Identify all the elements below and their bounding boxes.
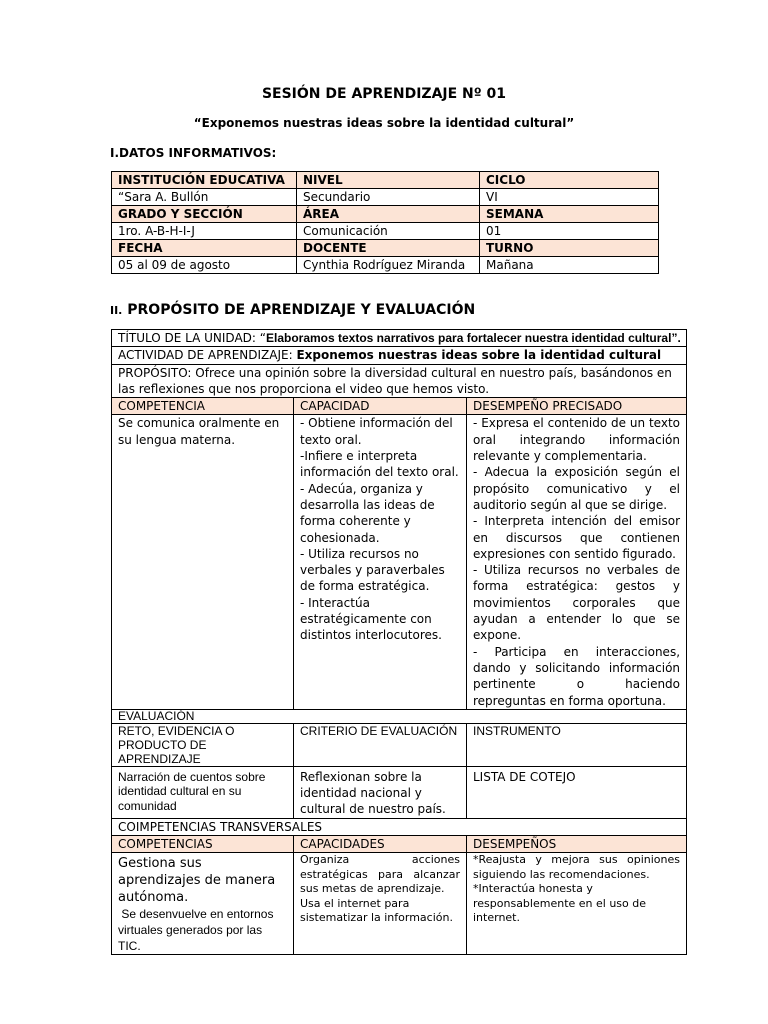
info-row: [112, 189, 659, 206]
transversal-title: COIMPETENCIAS TRANSVERSALES: [112, 818, 687, 835]
performances-cell: [467, 415, 687, 709]
document-title: SESIÓN DE APRENDIZAJE Nº 01: [261, 86, 507, 102]
capacity-item: - Adecúa, organiza y desarrolla las ideas de forma coherente y cohesionada.: [300, 481, 435, 545]
transversal-title-row: [112, 818, 687, 835]
performance-item: - Expresa el contenido de un texto oral integrando información relevante y complementaria.: [473, 416, 681, 464]
evaluation-header-cell: INSTRUMENTO: [467, 723, 687, 766]
info-row: [112, 257, 659, 274]
performance-item: - Participa en interacciones, dando y solicitando información pertinente o haciendo repreguntas en forma oportuna.: [473, 644, 681, 708]
transversal-header-row: [112, 836, 687, 853]
section-heading: PROPÓSITO DE APRENDIZAJE Y EVALUACIÓN: [127, 302, 476, 318]
info-header-cell: INSTITUCIÓN EDUCATIVA: [112, 172, 297, 189]
info-header-cell: NIVEL: [297, 172, 480, 189]
unit-title-value: Elaboramos textos narrativos para fortalecer nuestra identidad cultural”.: [265, 331, 681, 345]
info-cell: 05 al 09 de agosto: [112, 257, 297, 274]
transversal-competency: Gestiona sus aprendizajes de manera autónoma.: [118, 856, 276, 906]
transversal-capacity: Usa el internet para sistematizar la información.: [300, 896, 453, 925]
transversal-header-cell: DESEMPEÑOS: [467, 836, 687, 853]
info-header-cell: GRADO Y SECCIÓN: [112, 206, 297, 223]
unit-title-label: TÍTULO DE LA UNIDAD: “: [118, 331, 266, 345]
evaluation-header-cell: RETO, EVIDENCIA O PRODUCTO DE APRENDIZAJE: [112, 723, 294, 766]
section-number: II.: [110, 304, 123, 317]
unit-title-row: [112, 330, 687, 347]
info-table: [111, 171, 659, 274]
evaluation-title: EVALUACIÓN: [112, 709, 687, 723]
performance-item: - Interpreta intención del emisor en discursos que contienen expresiones con sentido figurado.: [473, 514, 681, 561]
info-cell: Comunicación: [297, 223, 480, 240]
info-row: [112, 223, 659, 240]
evaluation-row: [112, 766, 687, 818]
info-cell: Cynthia Rodríguez Miranda: [297, 257, 480, 274]
evaluation-header-cell: CRITERIO DE EVALUACIÓN: [294, 723, 467, 766]
info-header-cell: DOCENTE: [297, 240, 480, 257]
header-cell: CAPACIDAD: [294, 398, 467, 415]
purpose-evaluation-table: [111, 329, 687, 955]
transversal-performances-cell: [467, 853, 687, 955]
capacity-item: - Interactúa estratégicamente con distintos interlocutores.: [300, 595, 442, 643]
info-cell: Mañana: [480, 257, 659, 274]
info-header-row: [112, 172, 659, 189]
info-header-row: [112, 206, 659, 223]
capacity-item: - Utiliza recursos no verbales y paraverbales de forma estratégica.: [300, 546, 445, 594]
evaluation-title-row: [112, 709, 687, 723]
transversal-performance: *Interactúa honesta y responsablemente en el uso de internet.: [473, 882, 647, 925]
info-header-row: [112, 240, 659, 257]
activity-label: ACTIVIDAD DE APRENDIZAJE:: [118, 348, 297, 363]
capacities-cell: [294, 415, 467, 709]
competency-text: Se comunica oralmente en su lengua materna.: [112, 415, 294, 709]
transversal-row: [112, 853, 687, 955]
info-cell: VI: [480, 189, 659, 206]
competency-header-row: [112, 398, 687, 415]
instrument-text: LISTA DE COTEJO: [467, 766, 687, 818]
transversal-capacities-cell: [294, 853, 467, 955]
transversal-performance: *Reajusta y mejora sus opiniones siguiendo las recomendaciones.: [473, 853, 681, 881]
section-proposito: [110, 302, 475, 318]
activity-row: [112, 347, 687, 364]
transversal-header-cell: CAPACIDADES: [294, 836, 467, 853]
info-header-cell: FECHA: [112, 240, 297, 257]
performance-item: - Utiliza recursos no verbales de forma estratégica: gestos y movimientos corporales que ayudan a entender lo que se expone.: [473, 563, 681, 643]
transversal-competencies-cell: [112, 853, 294, 955]
info-cell: “Sara A. Bullón: [112, 189, 297, 206]
info-cell: 01: [480, 223, 659, 240]
info-header-cell: SEMANA: [480, 206, 659, 223]
info-header-cell: TURNO: [480, 240, 659, 257]
purpose-row: [112, 364, 687, 398]
evaluation-header-row: [112, 723, 687, 766]
info-cell: 1ro. A-B-H-I-J: [112, 223, 297, 240]
criterion-text: Reflexionan sobre la identidad nacional y cultural de nuestro país.: [294, 766, 467, 818]
competency-row: [112, 415, 687, 709]
transversal-capacity: Organiza acciones estratégicas para alcanzar sus metas de aprendizaje.: [300, 853, 460, 896]
purpose-text: PROPÓSITO: Ofrece una opinión sobre la diversidad cultural en nuestro país, basándonos en las reflexiones que nos proporciona el video que hemos visto.: [112, 364, 687, 398]
evidence-text: Narración de cuentos sobre identidad cultural en su comunidad: [112, 766, 294, 818]
header-cell: COMPETENCIA: [112, 398, 294, 415]
section-datos-informativos: I.DATOS INFORMATIVOS:: [110, 146, 277, 160]
info-header-cell: ÁREA: [297, 206, 480, 223]
capacity-item: -Infiere e interpreta información del texto oral.: [300, 449, 459, 480]
transversal-header-cell: COMPETENCIAS: [112, 836, 294, 853]
capacity-item: - Obtiene información del texto oral.: [300, 416, 453, 447]
info-header-cell: CICLO: [480, 172, 659, 189]
info-cell: Secundario: [297, 189, 480, 206]
transversal-competency: Se desenvuelve en entornos virtuales generados por las TIC.: [118, 907, 277, 954]
header-cell: DESEMPEÑO PRECISADO: [467, 398, 687, 415]
session-subtitle: “Exponemos nuestras ideas sobre la identidad cultural”: [193, 116, 575, 130]
activity-value: Exponemos nuestras ideas sobre la identidad cultural: [296, 348, 662, 363]
performance-item: - Adecua la exposición según el propósito comunicativo y el auditorio según al que se dirige.: [473, 465, 681, 512]
